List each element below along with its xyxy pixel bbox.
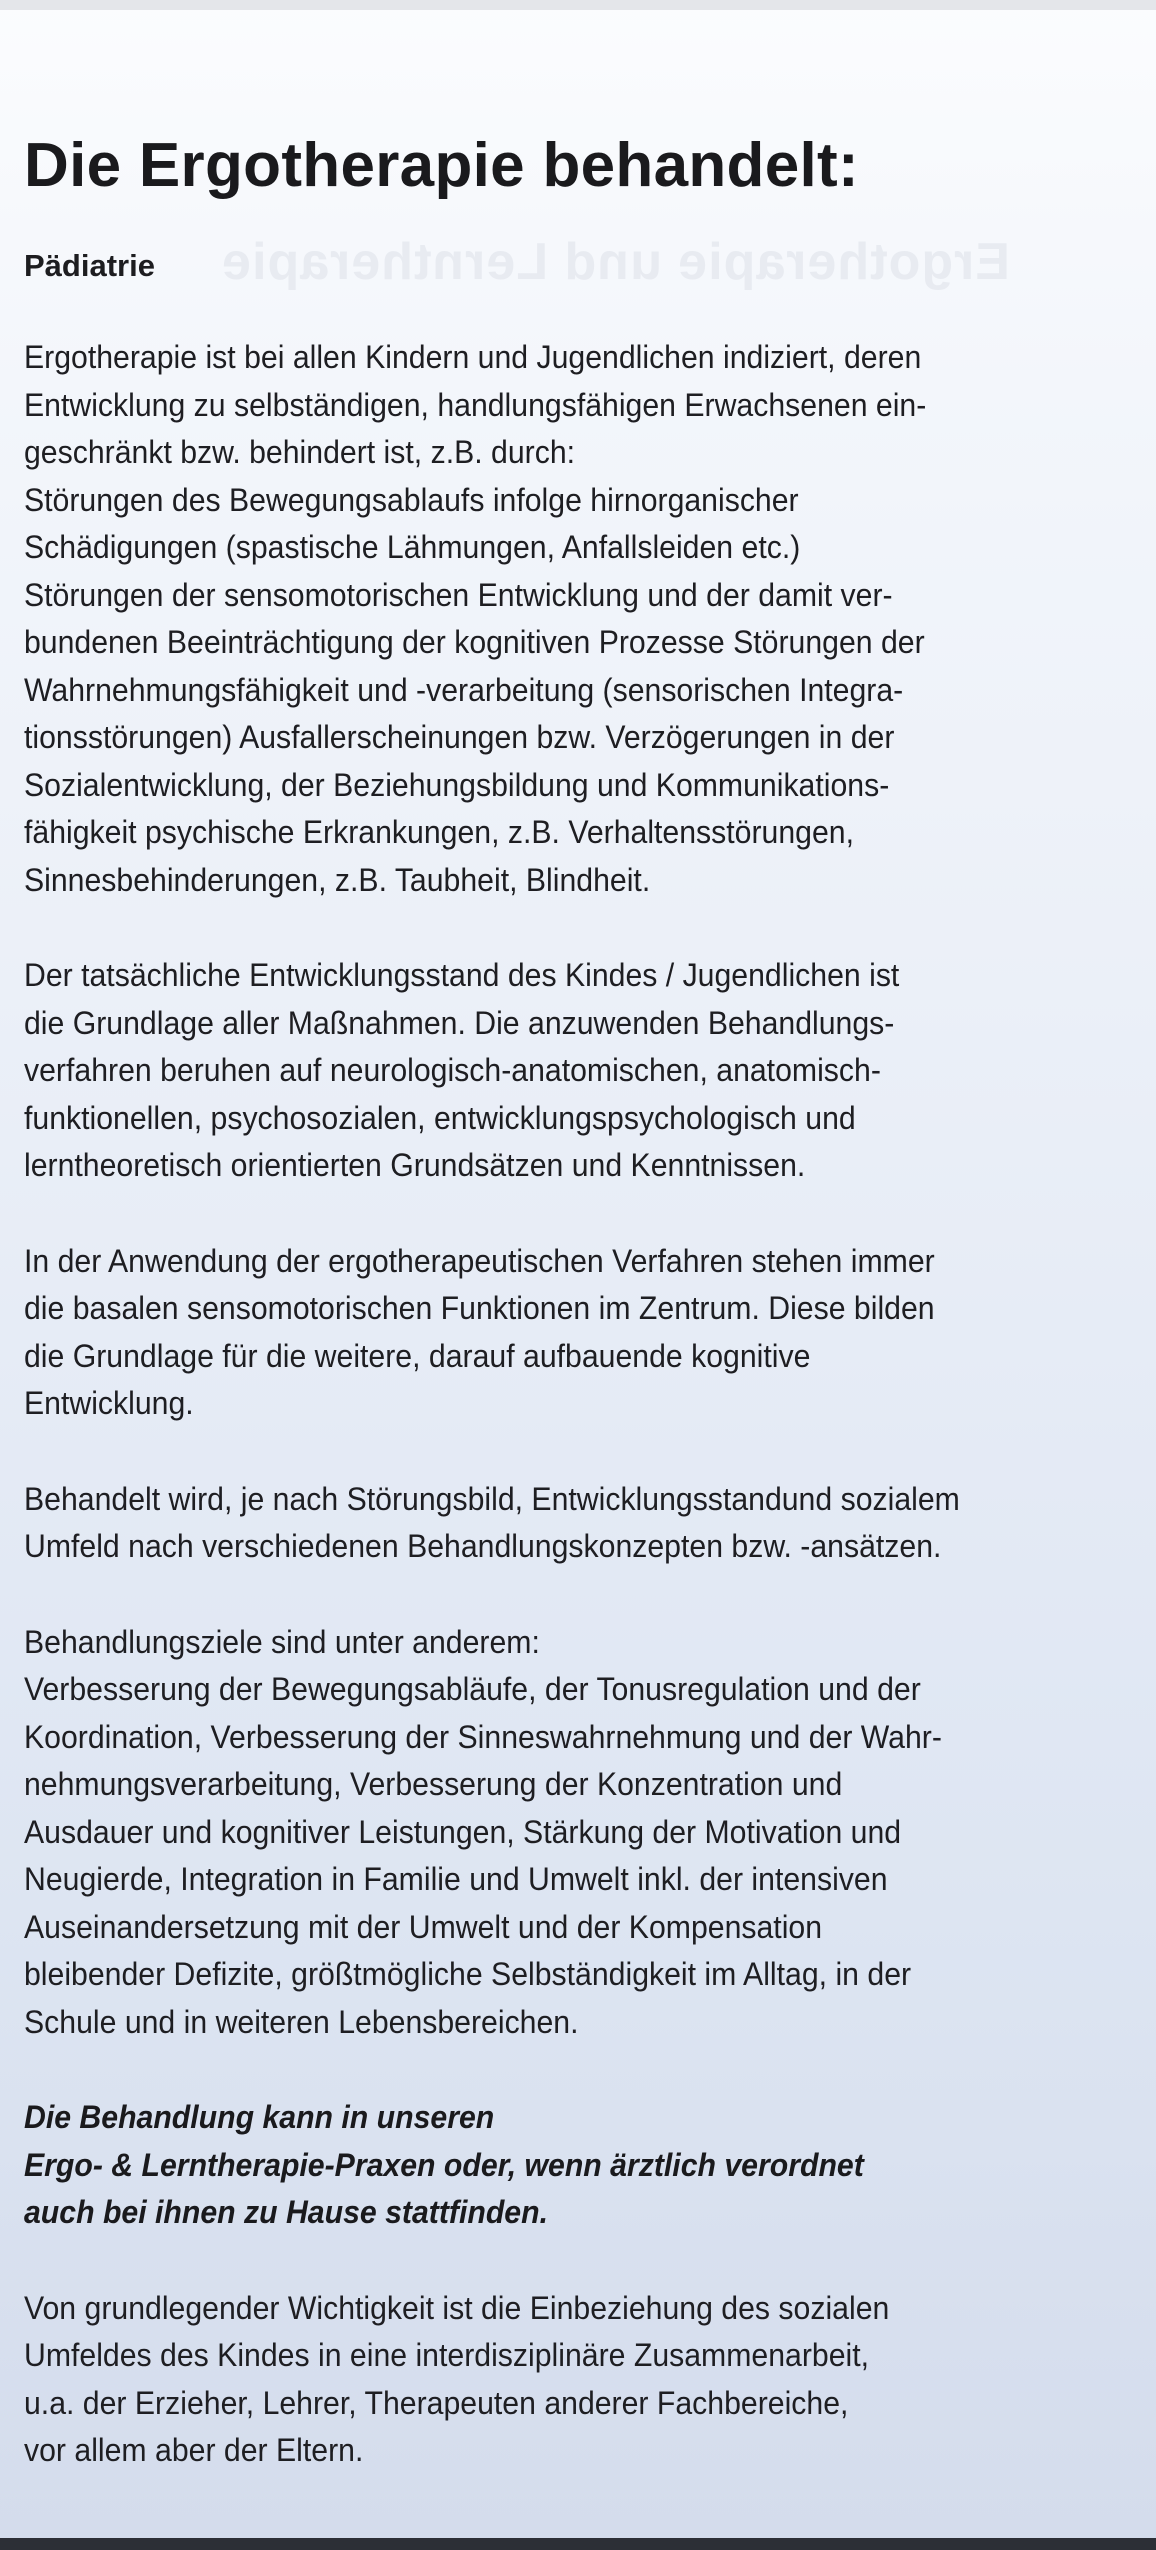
text-line: geschränkt bzw. behindert ist, z.B. durch: <box>24 434 576 470</box>
scan-top-edge <box>0 0 1156 10</box>
paragraph <box>24 2285 1112 2475</box>
text-line: Entwicklung zu selbständigen, handlungsfähigen Erwachsenen ein- <box>24 386 927 423</box>
text-line: bundenen Beeinträchtigung der kognitiven Prozesse Störungen der <box>24 624 925 660</box>
emphasis-paragraph <box>24 2094 1112 2237</box>
text-line: die Grundlage aller Maßnahmen. Die anzuwenden Behandlungs- <box>24 1004 895 1041</box>
paragraph <box>24 1476 1112 1571</box>
paragraph <box>24 952 1112 1190</box>
section-heading: Pädiatrie <box>24 248 155 283</box>
text-line: Koordination, Verbesserung der Sinneswahrnehmung und der Wahr- <box>24 1718 942 1755</box>
text-line: Entwicklung. <box>24 1385 194 1421</box>
text-line: Ergo- & Lerntherapie-Praxen oder, wenn ärztlich verordnet <box>24 2146 864 2183</box>
text-line: Störungen des Bewegungsablaufs infolge hirnorganischer <box>24 481 799 518</box>
scan-bottom-edge <box>0 2538 1156 2550</box>
paragraph <box>24 334 1112 904</box>
text-line: Auseinandersetzung mit der Umwelt und der Kompensation <box>24 1908 823 1945</box>
page-title: Die Ergotherapie behandelt: <box>24 131 859 200</box>
text-line: bleibender Defizite, größtmögliche Selbständigkeit im Alltag, in der <box>24 1956 912 1992</box>
text-line: tionsstörungen) Ausfallerscheinungen bzw. Verzögerungen in der <box>24 719 895 755</box>
text-line: nehmungsverarbeitung, Verbesserung der Konzentration und <box>24 1766 843 1802</box>
flyer-page <box>24 128 1124 2475</box>
text-line: Behandlungsziele sind unter anderem: <box>24 1623 540 1660</box>
text-line: funktionellen, psychosozialen, entwicklungspsychologisch und <box>24 1099 856 1136</box>
text-line: Von grundlegender Wichtigkeit ist die Einbeziehung des sozialen <box>24 2289 890 2326</box>
text-line: verfahren beruhen auf neurologisch-anatomischen, anatomisch- <box>24 1052 881 1088</box>
text-line: Ausdauer und kognitiver Leistungen, Stärkung der Motivation und <box>24 1813 902 1850</box>
text-line: fähigkeit psychische Erkrankungen, z.B. Verhaltensstörungen, <box>24 814 854 850</box>
text-line: die Grundlage für die weitere, darauf aufbauende kognitive <box>24 1337 811 1374</box>
text-line: Neugierde, Integration in Familie und Umwelt inkl. der intensiven <box>24 1861 888 1897</box>
text-line: Sinnesbehinderungen, z.B. Taubheit, Blindheit. <box>24 861 651 898</box>
text-line: Der tatsächliche Entwicklungsstand des Kindes / Jugendlichen ist <box>24 957 900 993</box>
text-line: Sozialentwicklung, der Beziehungsbildung und Kommunikations- <box>24 766 890 803</box>
paragraph <box>24 1619 1112 2047</box>
text-line: Ergotherapie ist bei allen Kindern und Jugendlichen indiziert, deren <box>24 339 922 375</box>
text-line: die basalen sensomotorischen Funktionen im Zentrum. Diese bilden <box>24 1290 935 1326</box>
text-line: vor allem aber der Eltern. <box>24 2432 364 2468</box>
paragraph <box>24 1238 1112 1428</box>
text-line: u.a. der Erzieher, Lehrer, Therapeuten anderer Fachbereiche, <box>24 2384 849 2421</box>
text-line: Behandelt wird, je nach Störungsbild, Entwicklungsstandund sozialem <box>24 1480 960 1517</box>
text-line: auch bei ihnen zu Hause stattfinden. <box>24 2194 548 2230</box>
text-line: Die Behandlung kann in unseren <box>24 2099 495 2135</box>
text-line: Verbesserung der Bewegungsabläufe, der Tonusregulation und der <box>24 1671 921 1707</box>
text-line: Schule und in weiteren Lebensbereichen. <box>24 2003 579 2040</box>
text-line: Schädigungen (spastische Lähmungen, Anfallsleiden etc.) <box>24 529 801 565</box>
show-through-text: Ergotherapie und Lerntherapie <box>221 233 1010 291</box>
text-line: In der Anwendung der ergotherapeutischen Verfahren stehen immer <box>24 1242 935 1279</box>
text-line: Störungen der sensomotorischen Entwicklung und der damit ver- <box>24 576 893 613</box>
text-line: Umfeldes des Kindes in eine interdisziplinäre Zusammenarbeit, <box>24 2337 870 2373</box>
body-text <box>24 334 1124 2475</box>
text-line: Umfeld nach verschiedenen Behandlungskonzepten bzw. -ansätzen. <box>24 1528 942 1564</box>
text-line: Wahrnehmungsfähigkeit und -verarbeitung (sensorischen Integra- <box>24 671 904 708</box>
text-line: lerntheoretisch orientierten Grundsätzen und Kenntnissen. <box>24 1147 806 1183</box>
